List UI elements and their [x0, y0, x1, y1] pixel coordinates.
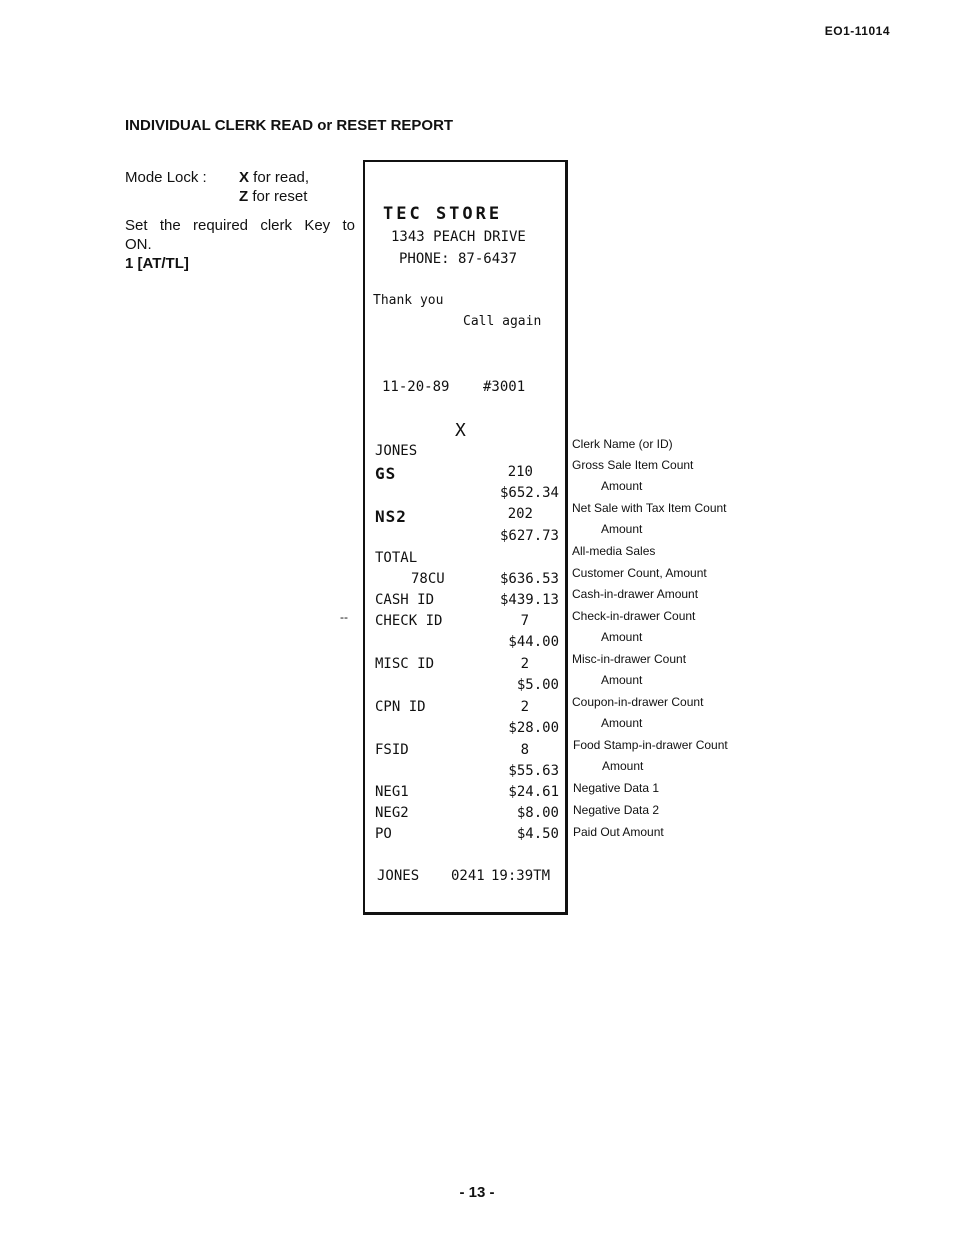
page-title: INDIVIDUAL CLERK READ or RESET REPORT [125, 117, 454, 134]
annotation-paid-out: Paid Out Amount [573, 825, 664, 839]
neg1-amount: $24.61 [508, 784, 559, 800]
check-amount: $44.00 [508, 634, 559, 650]
annotation-food-amount: Amount [602, 759, 644, 773]
set-clerk-line-2: ON. [125, 236, 152, 253]
mode-x-line [239, 168, 309, 187]
receipt [363, 160, 568, 915]
footer-clerk: JONES [377, 868, 420, 884]
annotation-food-count: Food Stamp-in-drawer Count [573, 738, 728, 752]
po-label: PO [375, 826, 392, 842]
misc-count: 2 [520, 656, 529, 672]
neg1-label: NEG1 [375, 784, 409, 800]
mode-symbol: X [455, 420, 466, 441]
store-address: 1343 PEACH DRIVE [391, 229, 526, 245]
misc-amount: $5.00 [516, 677, 559, 693]
ns2-label: NS2 [375, 507, 407, 526]
side-mark: -- [340, 610, 348, 624]
report-date: 11-20-89 [382, 379, 450, 395]
neg2-label: NEG2 [375, 805, 409, 821]
clerk-name: JONES [375, 443, 418, 459]
ns2-amount: $627.73 [499, 528, 559, 544]
mode-z-row [125, 187, 355, 206]
mode-x-text: for read, [249, 169, 310, 186]
cpn-amount: $28.00 [508, 720, 559, 736]
page-number: - 13 - [459, 1184, 495, 1201]
neg2-amount: $8.00 [516, 805, 559, 821]
fs-label: FSID [375, 742, 409, 758]
annotation-misc-amount: Amount [601, 673, 643, 687]
annotation-coupon-count: Coupon-in-drawer Count [572, 695, 704, 709]
annotation-ns-amount: Amount [601, 522, 643, 536]
cash-amount: $439.13 [499, 592, 559, 608]
store-name: TEC STORE [383, 204, 503, 224]
mode-x-key: X [239, 169, 250, 186]
annotation-gs-count: Gross Sale Item Count [572, 458, 694, 472]
annotation-neg2: Negative Data 2 [573, 803, 660, 817]
total-label: TOTAL [375, 550, 418, 566]
key-sequence: 1 [AT/TL] [125, 255, 189, 272]
cpn-count: 2 [520, 699, 529, 715]
mode-z-line [239, 187, 307, 206]
annotation-clerk-name: Clerk Name (or ID) [572, 437, 673, 451]
fs-count: 8 [520, 742, 529, 758]
thank-you: Thank you [373, 293, 444, 308]
mode-z-key: Z [239, 188, 249, 205]
mode-z-text: for reset [248, 188, 308, 205]
annotation-check-count: Check-in-drawer Count [572, 609, 696, 623]
store-phone: PHONE: 87-6437 [399, 251, 518, 267]
receipt-number: #3001 [483, 379, 526, 395]
annotation-neg1: Negative Data 1 [573, 781, 660, 795]
fs-amount: $55.63 [508, 763, 559, 779]
customer-count: 78CU [411, 571, 445, 587]
check-label: CHECK ID [375, 613, 443, 629]
mode-lock-row [125, 168, 355, 187]
document-id: EO1-11014 [824, 24, 890, 38]
annotation-misc-count: Misc-in-drawer Count [572, 652, 687, 666]
check-count: 7 [520, 613, 529, 629]
set-clerk-line-1: Set the required clerk Key to [125, 217, 355, 234]
instructions [125, 168, 355, 273]
ns2-count: 202 [507, 506, 533, 522]
mode-lock-label: Mode Lock : [125, 169, 207, 186]
gs-amount: $652.34 [499, 485, 559, 501]
annotation-coupon-amount: Amount [601, 716, 643, 730]
po-amount: $4.50 [516, 826, 559, 842]
annotation-gs-amount: Amount [601, 479, 643, 493]
cpn-label: CPN ID [375, 699, 426, 715]
call-again: Call again [463, 314, 542, 329]
gs-label: GS [375, 464, 397, 483]
annotation-ns-count: Net Sale with Tax Item Count [572, 501, 727, 515]
cash-label: CASH ID [375, 592, 435, 608]
footer-time: 19:39TM [491, 868, 551, 884]
gs-count: 210 [507, 464, 533, 480]
misc-label: MISC ID [375, 656, 435, 672]
annotation-all-media: All-media Sales [572, 544, 656, 558]
annotation-customer: Customer Count, Amount [572, 566, 707, 580]
annotation-check-amount: Amount [601, 630, 643, 644]
annotation-cash: Cash-in-drawer Amount [572, 587, 699, 601]
total-amount: $636.53 [499, 571, 559, 587]
footer-code: 0241 [451, 868, 485, 884]
